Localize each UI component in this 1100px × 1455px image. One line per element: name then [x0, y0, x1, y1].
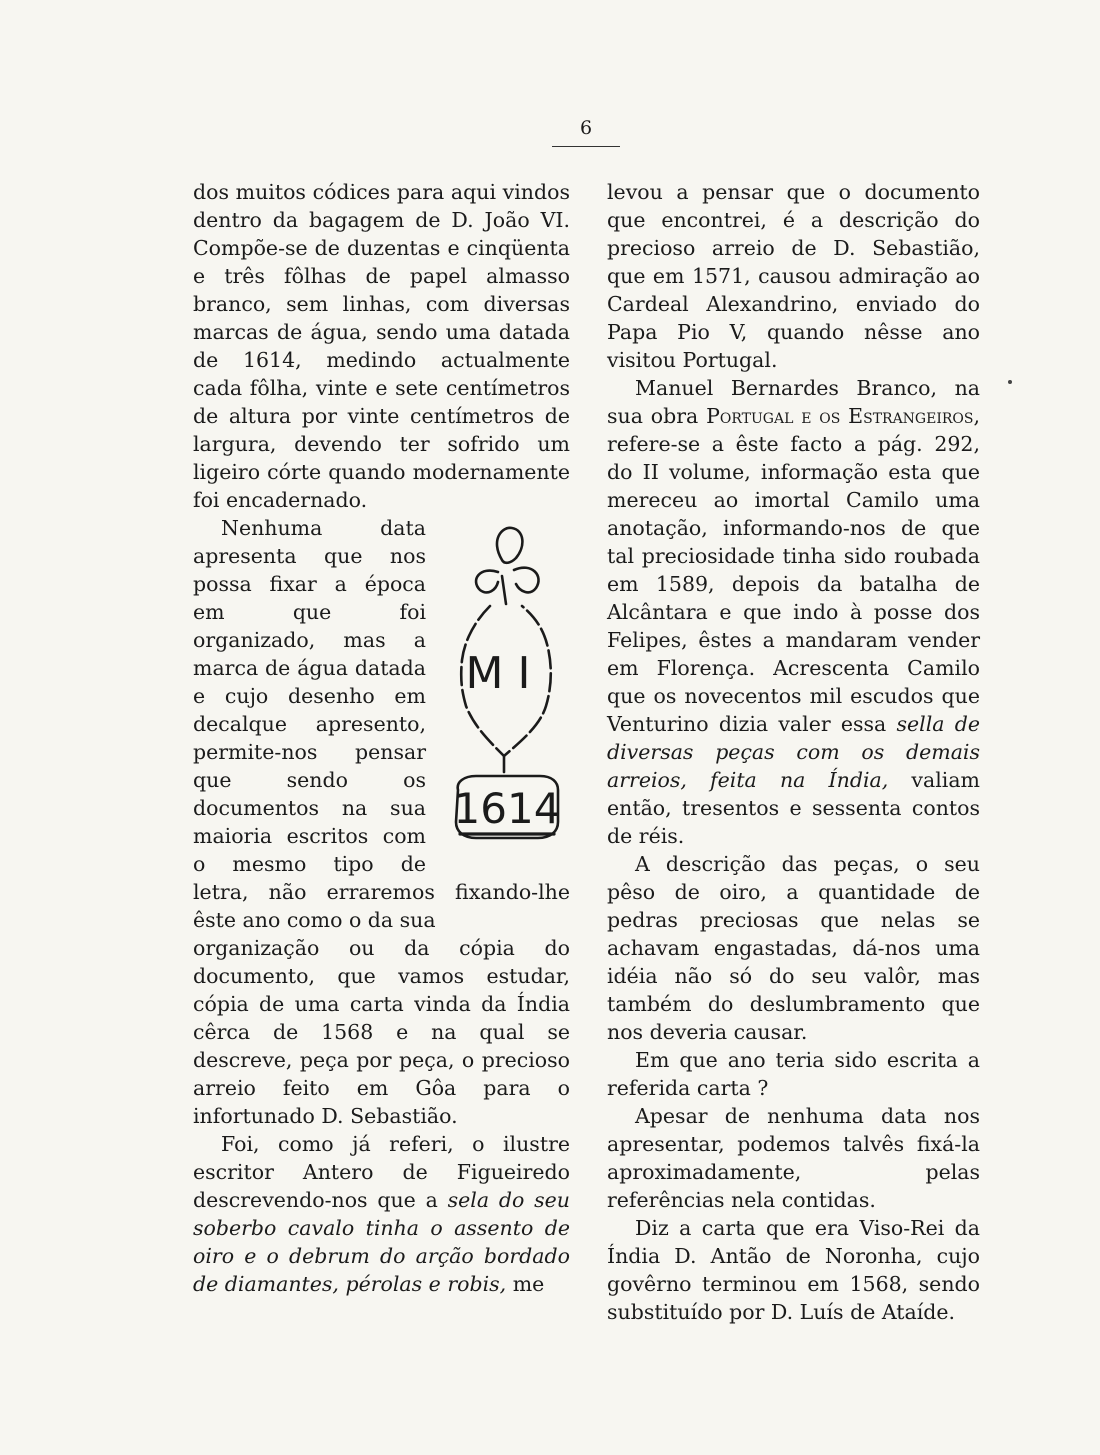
left-p3-italic-quote: sela do seu soberbo cavalo tinha o assento de oiro e o debrum do arção bordado de diamantes, pérolas e robis,	[193, 1188, 570, 1296]
left-p3-end: me	[512, 1272, 545, 1296]
right-column	[607, 178, 980, 1326]
right-p2-start: Manuel Bernardes Branco, na sua obra	[607, 376, 980, 428]
left-paragraph-1: dos muitos códices para aqui vindos dentro da bagagem de D. João VI. Compõe-se de duzentas e cinqüenta e três fôlhas de papel almasso branco, sem linhas, com diversas marcas de água, sendo uma datada de 1614, medindo actualmente cada fôlha, vinte e sete centímetros de altura por vinte centímetros de largura, devendo ter sofrido um ligeiro córte quando modernamente foi encadernado.	[193, 180, 570, 512]
left-paragraph-2-end: organização ou da cópia do documento, que vamos estudar, cópia de uma carta vinda da Índia cêrca de 1568 e na qual se descreve, peça por peça, o precioso arreio feito em Gôa para o infortunado D. Sebastião.	[193, 936, 570, 1128]
club-trefoil-watermark-icon	[440, 520, 570, 865]
left-paragraph-3	[193, 1130, 570, 1298]
right-paragraph-1: levou a pensar que o documento que encontrei, é a descrição do precioso arreio de D. Sebastião, que em 1571, causou admiração ao Cardeal Alexandrino, enviado do Papa Pio V, quando nêsse ano visitou Portugal.	[607, 180, 980, 372]
right-p2-italic-quote: sella de diversas peças com os demais arreios, feita na Índia,	[607, 712, 980, 792]
page-number-rule	[552, 146, 620, 147]
watermark-paragraph	[193, 514, 570, 934]
right-paragraph-2	[607, 374, 980, 850]
margin-dot	[1008, 380, 1012, 384]
right-paragraph-6: Diz a carta que era Viso-Rei da Índia D. Antão de Noronha, cujo govêrno terminou em 1568, sendo substituído por D. Luís de Ataíde.	[607, 1216, 980, 1324]
right-p2-mid: , refere-se a êste facto a pág. 292, do II volume, informação esta que mereceu ao imortal Camilo uma anotação, informando-nos de que tal preciosidade tinha sido roubada em 1589, depois da batalha de Alcântara e que indo à posse dos Felipes, êstes a mandaram vender em Florença. Acrescenta Camilo que os novecentos mil escudos que Venturino dizia valer essa	[607, 404, 981, 736]
left-p3-start: Foi, como já referi, o ilustre escritor Antero de Figueiredo descrevendo-nos que a	[193, 1132, 570, 1212]
right-p2-end: valiam então, tresentos e sessenta contos de réis.	[607, 768, 980, 848]
left-paragraph-2-start: Nenhuma data apresenta que nos possa fixar a época em que foi organizado, mas a marca de água datada e cujo desenho em decalque apresento, permite-nos pensar que sendo os documentos na sua maioria escritos com o mesmo tipo de letra, não erraremos fixando-lhe êste ano como o da sua	[193, 516, 570, 932]
watermark-year: 1614	[453, 784, 561, 833]
watermark-figure	[440, 520, 570, 865]
right-paragraph-5: Apesar de nenhuma data nos apresentar, podemos talvês fixá-la aproximadamente, pelas referências nela contidas.	[607, 1104, 980, 1212]
right-paragraph-4: Em que ano teria sido escrita a referida carta ?	[607, 1048, 980, 1100]
left-column	[193, 178, 570, 1298]
book-title: Portugal e os Estrangeiros	[706, 404, 974, 428]
watermark-letters: M I	[465, 648, 531, 699]
right-paragraph-3: A descrição das peças, o seu pêso de oiro, a quantidade de pedras preciosas que nelas se achavam engastadas, dá-nos uma idéia não só do seu valôr, mas também do deslumbramento que nos deveria causar.	[607, 852, 980, 1044]
page-number: 6	[579, 117, 593, 139]
